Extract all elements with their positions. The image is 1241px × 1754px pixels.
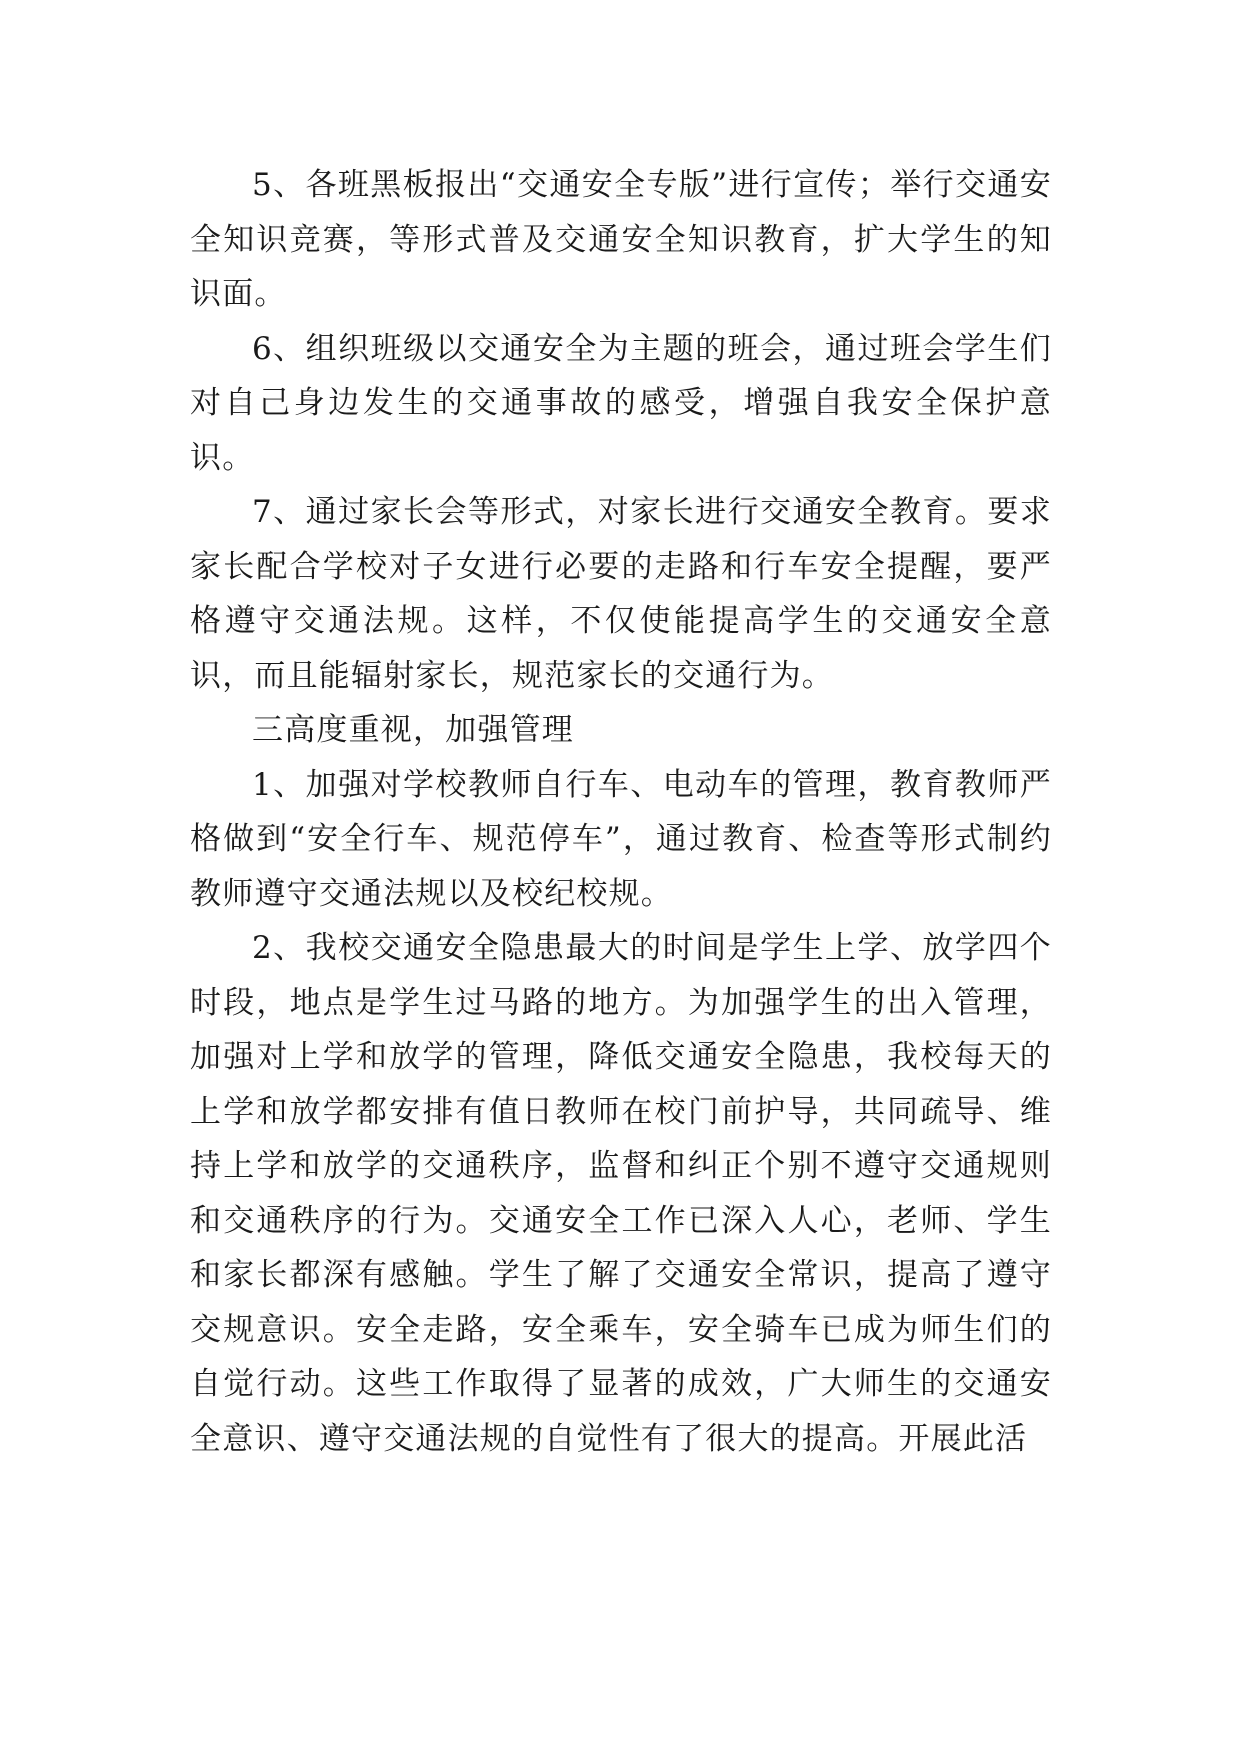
paragraph-item-2: 2、我校交通安全隐患最大的时间是学生上学、放学四个时段，地点是学生过马路的地方。为加强学生的出入管理，加强对上学和放学的管理，降低交通安全隐患，我校每天的上学和放学都安排有值日教师在校门前护导，共同疏导、维持上学和放学的交通秩序，监督和纠正个别不遵守交通规则和交通秩序的行为。交通安全工作已深入人心，老师、学生和家长都深有感触。学生了解了交通安全常识，提高了遵守交规意识。安全走路，安全乘车，安全骑车已成为师生们的自觉行动。这些工作取得了显著的成效，广大师生的交通安全意识、遵守交通法规的自觉性有了很大的提高。开展此活 bbox=[190, 930, 1052, 1457]
section-heading: 三高度重视，加强管理 bbox=[252, 712, 574, 748]
document-body bbox=[190, 158, 1052, 1466]
paragraph-item-6: 6、组织班级以交通安全为主题的班会，通过班会学生们对自己身边发生的交通事故的感受，增强自我安全保护意识。 bbox=[190, 330, 1052, 476]
paragraph-item-1: 1、加强对学校教师自行车、电动车的管理，教育教师严格做到“安全行车、规范停车”，通过教育、检查等形式制约教师遵守交通法规以及校纪校规。 bbox=[190, 766, 1052, 912]
paragraph-item-5: 5、各班黑板报出“交通安全专版”进行宣传；举行交通安全知识竞赛，等形式普及交通安全知识教育，扩大学生的知识面。 bbox=[190, 167, 1052, 312]
paragraph-item-7: 7、通过家长会等形式，对家长进行交通安全教育。要求家长配合学校对子女进行必要的走路和行车安全提醒，要严格遵守交通法规。这样，不仅使能提高学生的交通安全意识，而且能辐射家长，规范家长的交通行为。 bbox=[190, 494, 1052, 694]
